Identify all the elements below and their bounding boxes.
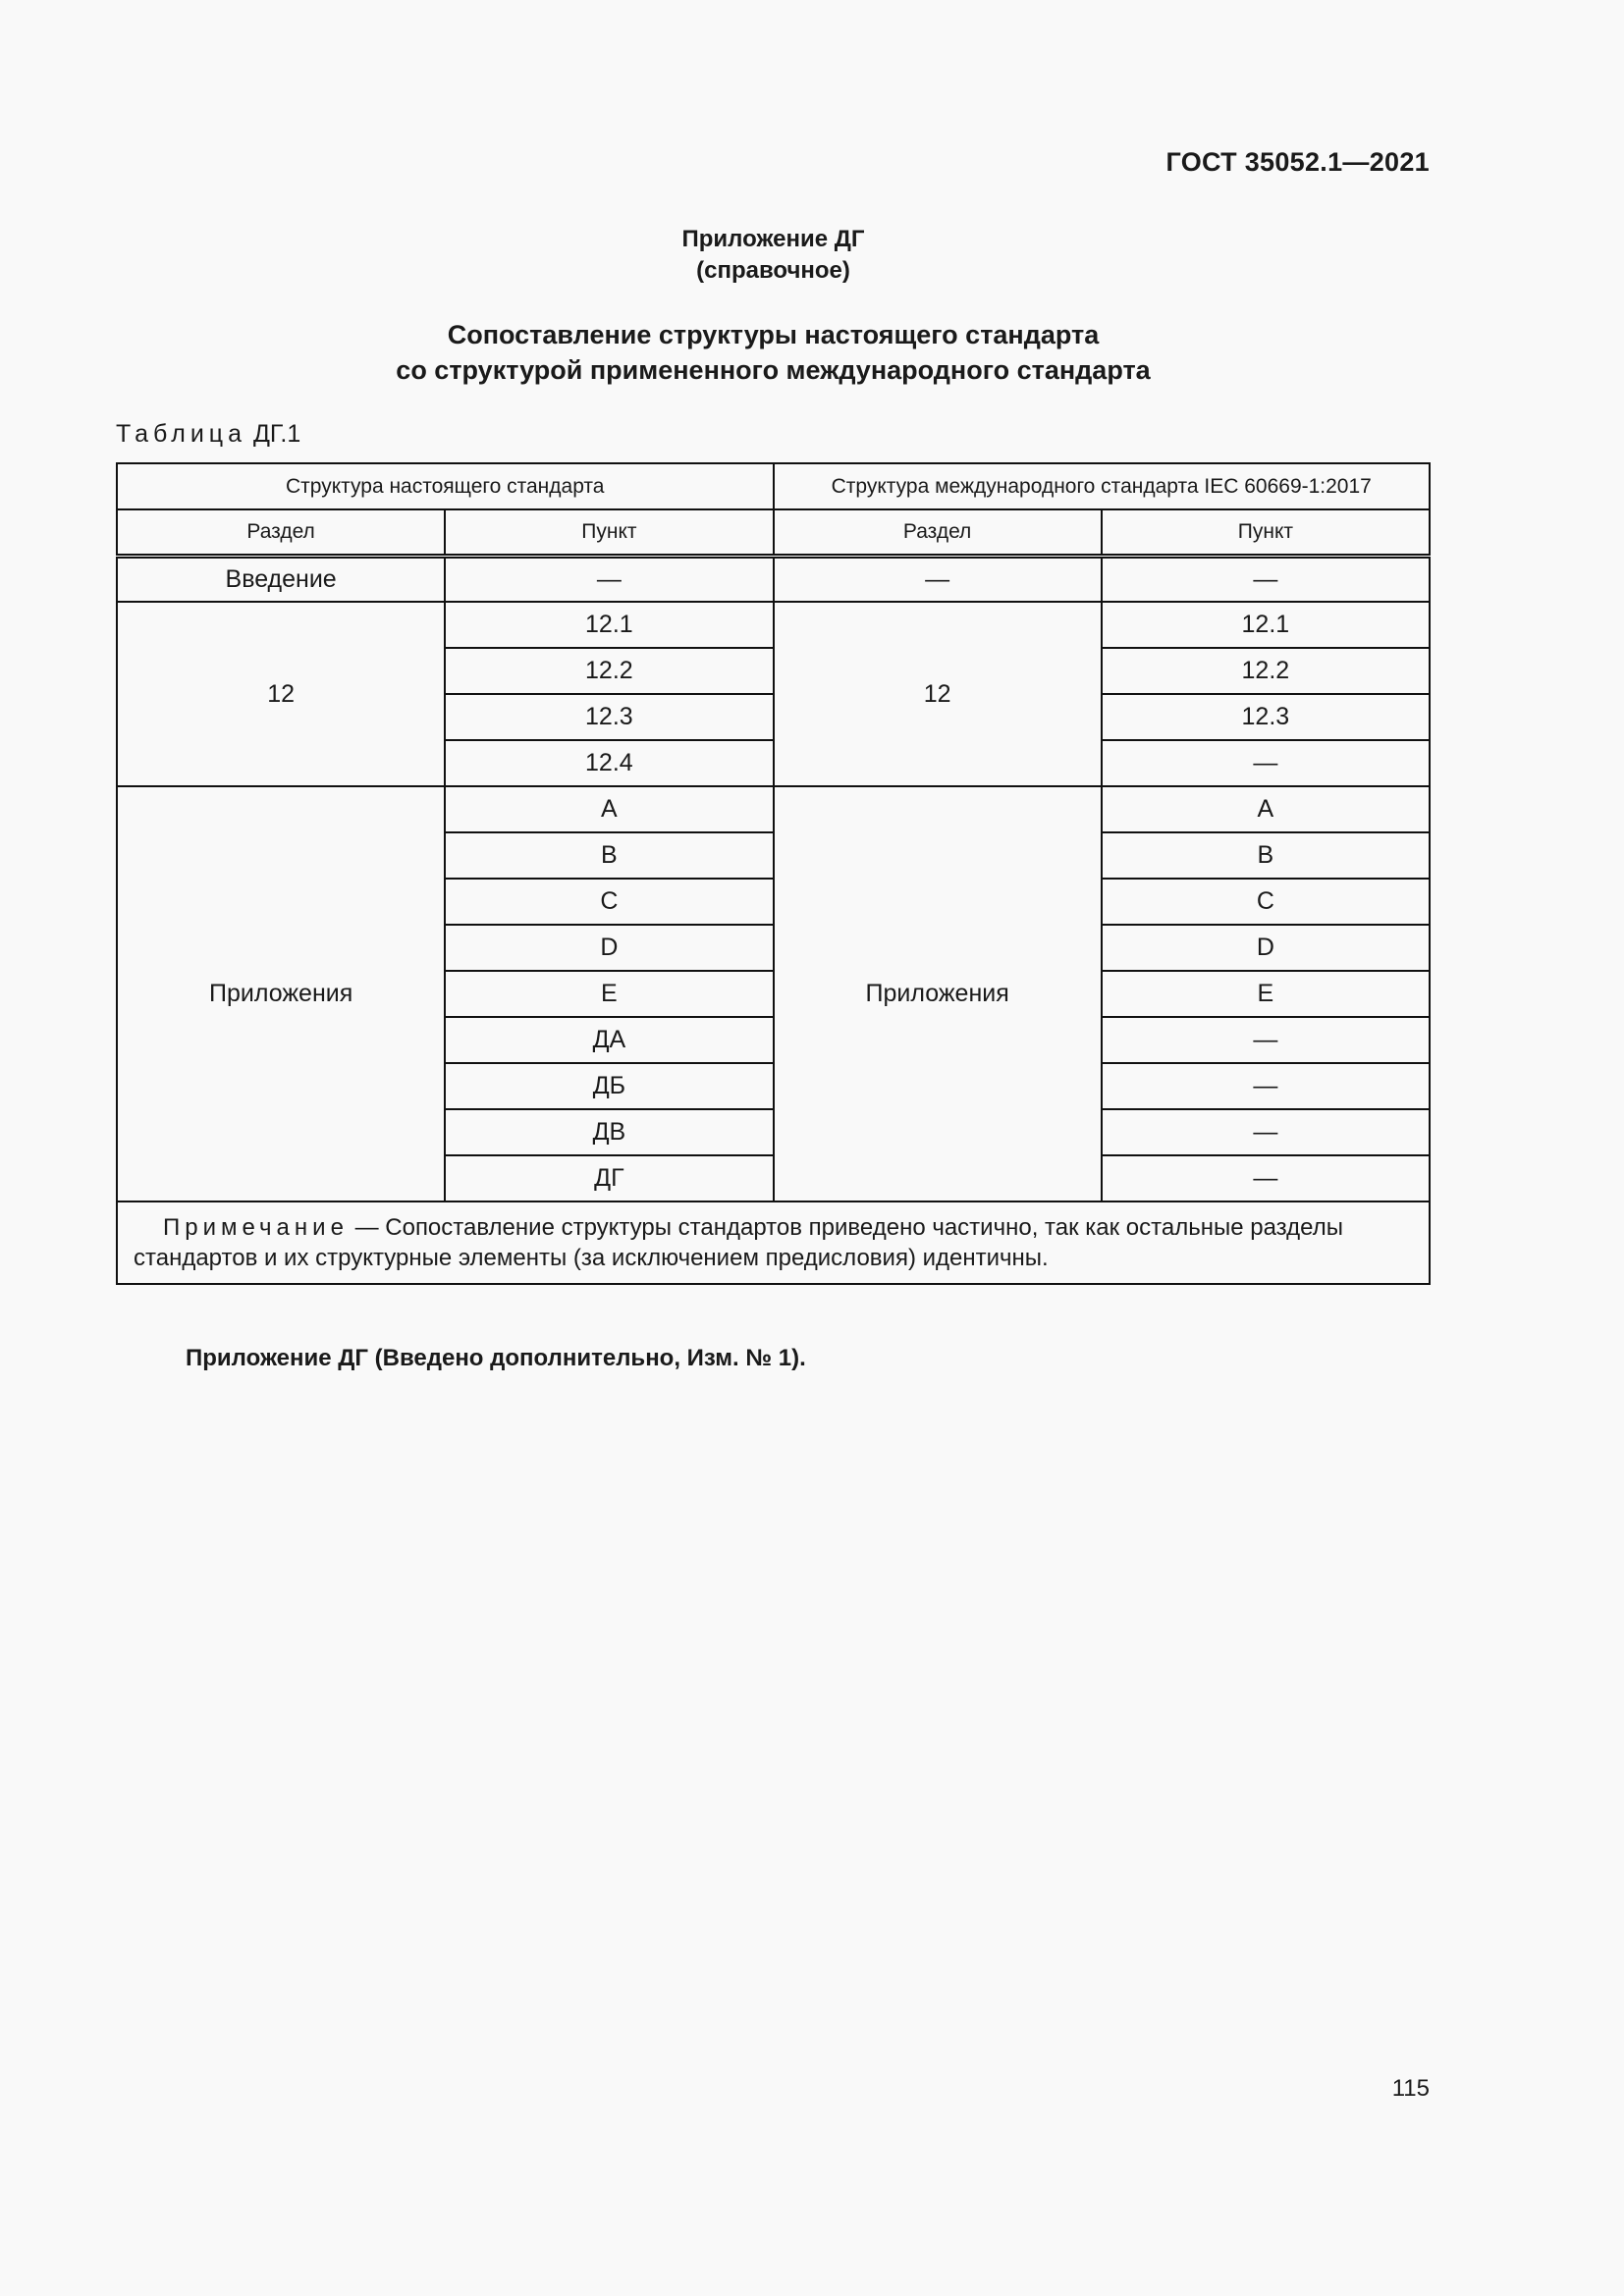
column-header-intl-item: Пункт [1102,509,1430,556]
table-cell: ДВ [445,1109,773,1155]
table-cell: ДА [445,1017,773,1063]
table-row [117,786,1430,832]
note-label: Примечание [163,1214,349,1241]
table-label [116,420,300,449]
table-cell: ДБ [445,1063,773,1109]
table-cell: — [1102,1063,1430,1109]
note-text: — Сопоставление структуры стандартов приведено частично, так как остальные разделы стандартов и их структурные элементы (за исключением предисловия) идентичны. [134,1214,1343,1271]
group-header-international: Структура международного стандарта IEC 60669-1:2017 [774,463,1431,509]
table-cell: — [1102,1109,1430,1155]
table-cell: С [1102,879,1430,925]
appendix-title-line-2: со структурой примененного международного стандарта [396,355,1151,385]
group-header-national: Структура настоящего стандарта [117,463,774,509]
table-cell: — [774,556,1102,602]
table-cell: — [1102,1155,1430,1201]
table-cell: А [445,786,773,832]
table-column-header-row [117,509,1430,556]
amendment-note: Приложение ДГ (Введено дополнительно, Изм. № 1). [186,1345,806,1371]
table-cell: — [1102,740,1430,786]
table-group-header-row [117,463,1430,509]
table-row [117,602,1430,648]
table-cell: 12.2 [1102,648,1430,694]
table-cell: 12.1 [1102,602,1430,648]
table-cell: 12.2 [445,648,773,694]
table-cell: В [445,832,773,879]
appendix-title-line-1: Сопоставление структуры настоящего стандарта [447,320,1100,349]
document-code: ГОСТ 35052.1—2021 [1165,147,1430,177]
table-cell-section: Приложения [774,786,1102,1201]
appendix-name: Приложение ДГ [681,226,865,252]
column-header-national-section: Раздел [117,509,445,556]
table-cell: 12.1 [445,602,773,648]
table-cell: А [1102,786,1430,832]
table-cell: Е [445,971,773,1017]
table-cell-section: Приложения [117,786,445,1201]
appendix-title [0,317,1546,388]
table-label-prefix: Таблица [116,420,247,448]
table-cell: — [1102,556,1430,602]
table-cell: 12.4 [445,740,773,786]
table-cell: 12.3 [1102,694,1430,740]
appendix-kind: (справочное) [696,257,850,284]
column-header-national-item: Пункт [445,509,773,556]
table-cell-section: 12 [774,602,1102,786]
table-cell: В [1102,832,1430,879]
table-cell: ДГ [445,1155,773,1201]
table-cell: Е [1102,971,1430,1017]
table-cell: — [1102,1017,1430,1063]
table-note [117,1201,1430,1284]
structure-comparison-table [116,462,1431,1285]
table-cell: Введение [117,556,445,602]
table-note-row [117,1201,1430,1284]
appendix-heading [0,224,1546,287]
column-header-intl-section: Раздел [774,509,1102,556]
page-number: 115 [1391,2075,1430,2102]
table-cell: D [1102,925,1430,971]
table-cell: D [445,925,773,971]
table-cell-section: 12 [117,602,445,786]
table-cell: 12.3 [445,694,773,740]
table-cell: — [445,556,773,602]
table-row [117,556,1430,602]
table-label-number: ДГ.1 [252,420,301,448]
table-cell: С [445,879,773,925]
